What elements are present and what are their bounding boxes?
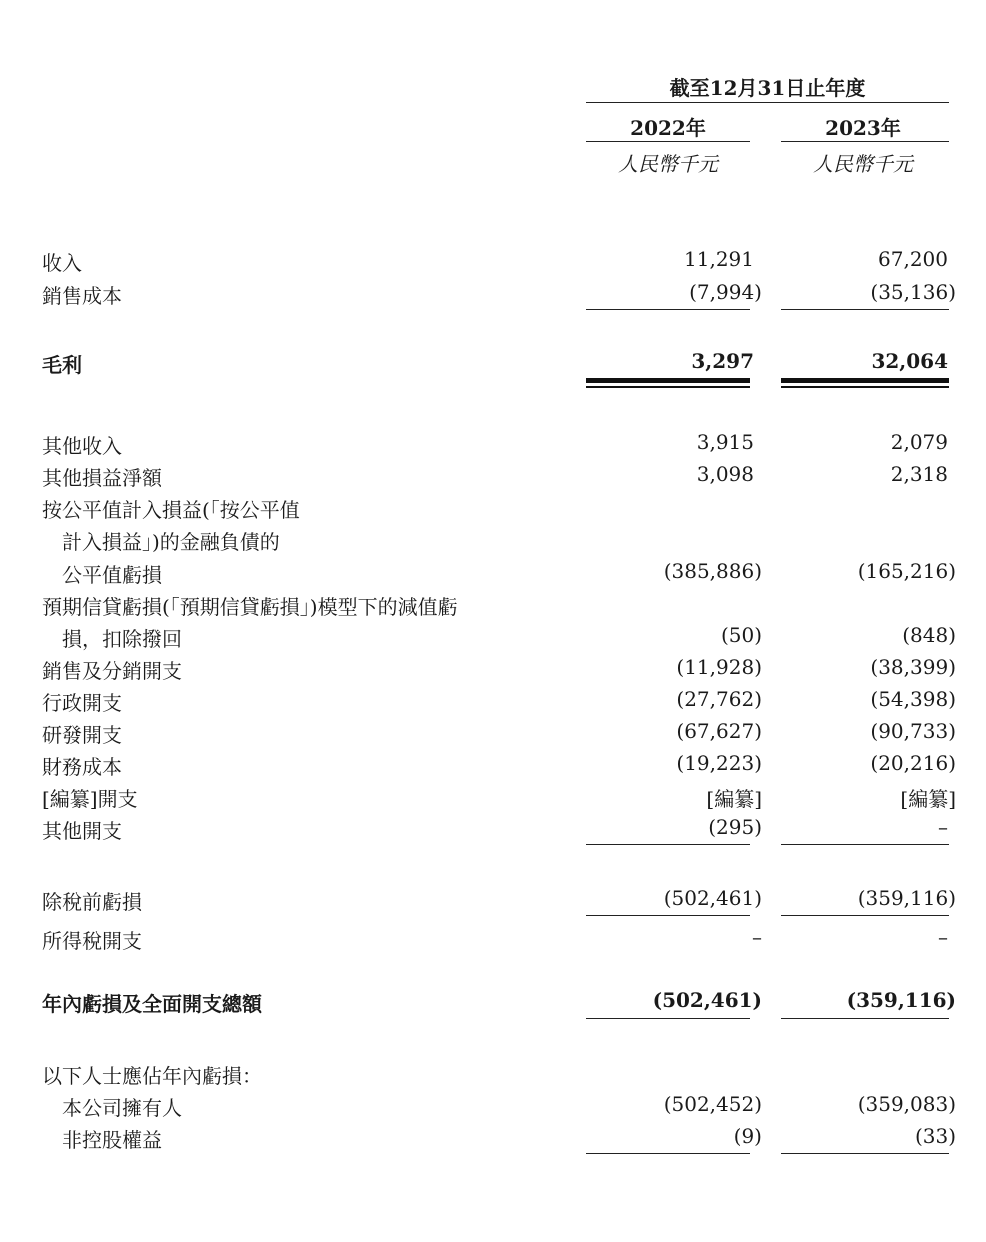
row-value-2022: (67,627) bbox=[676, 719, 762, 743]
col-2022-rule bbox=[586, 141, 750, 142]
row-label: 按公平值計入損益(「按公平值 bbox=[42, 498, 300, 522]
row-value-2023: (20,216) bbox=[870, 751, 956, 775]
row-value-2022: (7,994) bbox=[689, 280, 762, 304]
row-value-2022: 3,297 bbox=[691, 349, 754, 373]
row-label: 其他損益淨額 bbox=[42, 466, 162, 490]
subtotal-rule bbox=[781, 309, 949, 310]
row-label: 預期信貸虧損(「預期信貸虧損」)模型下的減值虧 bbox=[42, 595, 458, 619]
row-label: 研發開支 bbox=[42, 723, 122, 747]
row-label: 其他收入 bbox=[42, 434, 122, 458]
row-value-2023: (33) bbox=[914, 1124, 956, 1148]
col-2023-rule bbox=[781, 141, 949, 142]
col-2023-unit: 人民幣千元 bbox=[813, 152, 913, 176]
row-value-2023: (848) bbox=[902, 623, 956, 647]
row-value-2023: (54,398) bbox=[870, 687, 956, 711]
row-label-cont: 公平值虧損 bbox=[62, 563, 162, 587]
row-value-2022: (11,928) bbox=[676, 655, 762, 679]
row-label: 本公司擁有人 bbox=[62, 1096, 182, 1120]
row-value-2022: [編纂] bbox=[706, 787, 762, 811]
row-value-2023: (359,116) bbox=[857, 886, 956, 910]
row-value-2023: [編纂] bbox=[900, 787, 956, 811]
subtotal-rule bbox=[586, 1153, 750, 1154]
subtotal-rule bbox=[586, 309, 750, 310]
row-value-2023: (165,216) bbox=[857, 559, 956, 583]
row-value-2023: 2,318 bbox=[890, 462, 948, 486]
subtotal-rule bbox=[586, 915, 750, 916]
row-value-2022: 11,291 bbox=[684, 247, 754, 271]
col-2022-year: 2022年 bbox=[630, 116, 706, 140]
row-value-2023: (90,733) bbox=[870, 719, 956, 743]
row-value-2023: (35,136) bbox=[870, 280, 956, 304]
row-value-2022: (502,461) bbox=[652, 988, 762, 1012]
header-rule bbox=[586, 102, 949, 103]
row-value-2022: (502,452) bbox=[663, 1092, 762, 1116]
row-label-attributable: 以下人士應佔年內虧損： bbox=[42, 1064, 262, 1088]
row-value-2023: (38,399) bbox=[870, 655, 956, 679]
row-value-2023: 2,079 bbox=[890, 430, 948, 454]
row-value-2022: (502,461) bbox=[663, 886, 762, 910]
col-2022-unit: 人民幣千元 bbox=[618, 152, 718, 176]
row-label: 銷售及分銷開支 bbox=[42, 659, 182, 683]
subtotal-rule bbox=[586, 844, 750, 845]
row-label-cont: 損，扣除撥回 bbox=[62, 627, 182, 651]
row-label-redacted: [編纂]開支 bbox=[42, 787, 138, 811]
row-value-2022: (295) bbox=[708, 815, 762, 839]
subtotal-rule bbox=[781, 1153, 949, 1154]
row-value-2023: 67,200 bbox=[878, 247, 948, 271]
row-value-2023: – bbox=[938, 815, 948, 839]
row-label: 除稅前虧損 bbox=[42, 890, 142, 914]
row-value-2023: (359,083) bbox=[857, 1092, 956, 1116]
subtotal-rule bbox=[781, 844, 949, 845]
row-value-2022: – bbox=[752, 925, 762, 949]
total-rule bbox=[781, 1018, 949, 1019]
row-value-2022: (385,886) bbox=[663, 559, 762, 583]
row-label: 銷售成本 bbox=[42, 284, 122, 308]
row-value-2022: (27,762) bbox=[676, 687, 762, 711]
col-2023-year: 2023年 bbox=[825, 116, 901, 140]
row-label: 行政開支 bbox=[42, 691, 122, 715]
double-rule bbox=[781, 386, 949, 388]
row-label: 所得稅開支 bbox=[42, 929, 142, 953]
row-value-2023: – bbox=[938, 925, 948, 949]
row-label: 收入 bbox=[42, 251, 82, 275]
double-rule bbox=[586, 386, 750, 388]
row-value-2022: (19,223) bbox=[676, 751, 762, 775]
row-label-total-loss: 年內虧損及全面開支總額 bbox=[42, 992, 262, 1016]
row-value-2022: 3,098 bbox=[696, 462, 754, 486]
row-value-2022: (50) bbox=[720, 623, 762, 647]
subtotal-rule bbox=[781, 915, 949, 916]
row-label-gross-profit: 毛利 bbox=[42, 353, 82, 377]
row-value-2023: (359,116) bbox=[846, 988, 956, 1012]
period-heading: 截至12月31日止年度 bbox=[669, 76, 866, 100]
double-rule bbox=[586, 378, 750, 383]
row-value-2023: 32,064 bbox=[871, 349, 948, 373]
row-label: 其他開支 bbox=[42, 819, 122, 843]
row-value-2022: 3,915 bbox=[696, 430, 754, 454]
row-label: 財務成本 bbox=[42, 755, 122, 779]
total-rule bbox=[586, 1018, 750, 1019]
row-value-2022: (9) bbox=[733, 1124, 762, 1148]
row-label-cont: 計入損益」)的金融負債的 bbox=[62, 530, 280, 554]
row-label: 非控股權益 bbox=[62, 1128, 162, 1152]
double-rule bbox=[781, 378, 949, 383]
